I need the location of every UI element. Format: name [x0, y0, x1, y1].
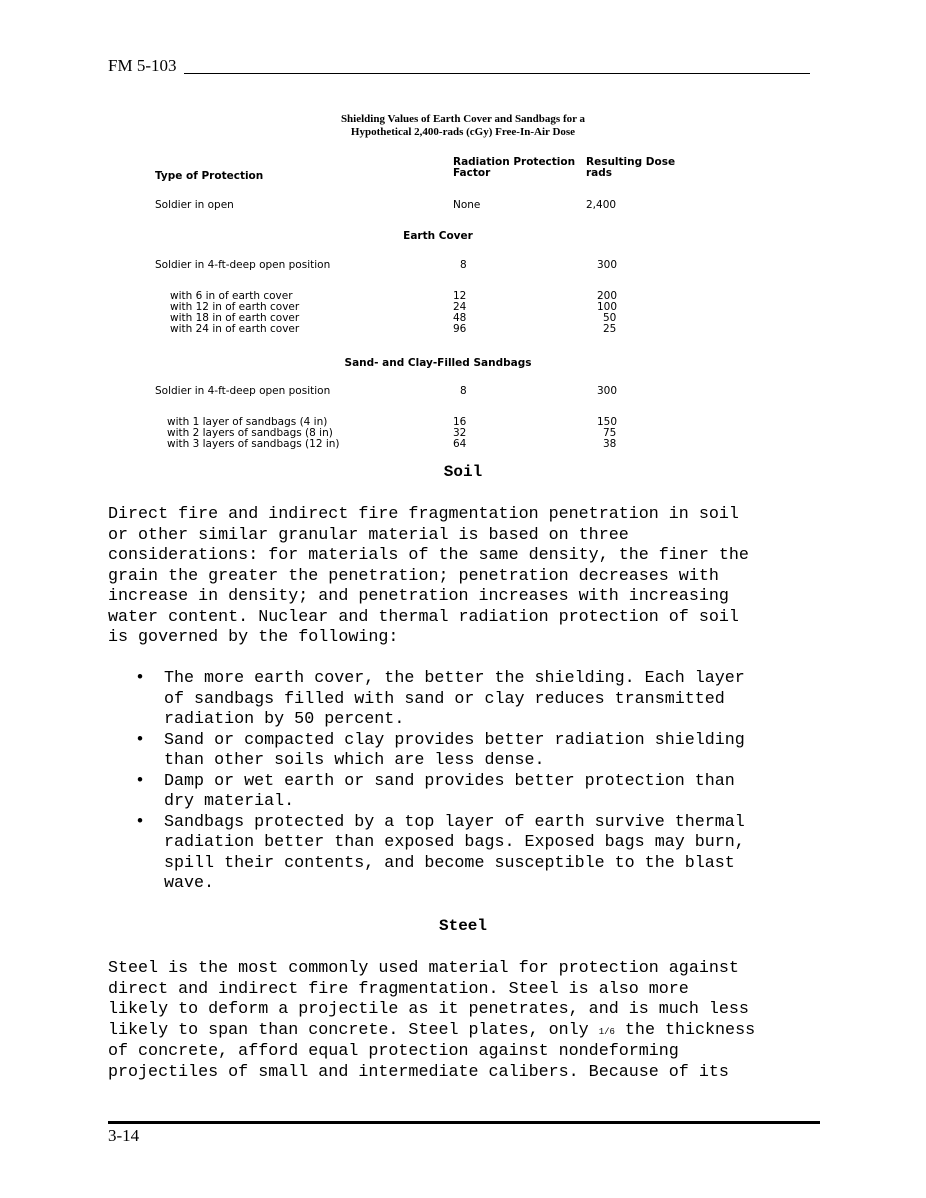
text-line: Steel is the most commonly used material for protection against: [108, 959, 739, 978]
row-dose: 300: [597, 259, 618, 271]
row-type: Soldier in open: [155, 199, 234, 211]
text-line: dry material.: [164, 792, 295, 811]
row-type: with 12 in of earth cover: [170, 301, 300, 313]
text-line: Sandbags protected by a top layer of earth survive thermal: [164, 812, 745, 832]
text-line: projectiles of small and intermediate calibers. Because of its: [108, 1062, 729, 1082]
bullet-icon: •: [135, 730, 146, 750]
col-header-type: Type of Protection: [155, 170, 264, 182]
text-line: or other similar granular material is based on three: [108, 525, 629, 545]
fraction-one-sixth: 1/6: [598, 1026, 615, 1037]
table-title: [0, 113, 926, 139]
text-fragment: the thickness: [614, 1020, 756, 1040]
row-factor: 12: [453, 290, 467, 302]
section-title-sandbags: Sand- and Clay-Filled Sandbags: [344, 357, 532, 369]
soil-bullet-list: [135, 669, 825, 895]
row-dose: 2,400: [586, 199, 617, 211]
row-type: Soldier in 4-ft-deep open position: [155, 385, 331, 397]
row-factor: 8: [460, 259, 467, 271]
row-dose: 100: [597, 301, 618, 313]
col-header-factor-sub: Factor: [453, 167, 491, 179]
text-line: Direct fire and indirect fire fragmentation penetration in soil: [108, 505, 739, 524]
header-rule: [184, 73, 810, 74]
page-number: 3-14: [108, 1126, 140, 1145]
section-title-earth-cover: Earth Cover: [403, 230, 473, 242]
text-line: Sand or compacted clay provides better radiation shielding: [164, 730, 745, 750]
list-item: [135, 731, 825, 772]
table-title-line: Hypothetical 2,400-rads (cGy) Free-In-Air Dose: [350, 126, 576, 138]
bullet-icon: •: [135, 812, 146, 832]
row-factor: 48: [453, 312, 467, 324]
table-title-line: Shielding Values of Earth Cover and Sandbags for a: [340, 113, 586, 125]
text-line: grain the greater the penetration; penetration decreases with: [108, 566, 719, 586]
row-type: with 3 layers of sandbags (12 in): [167, 438, 340, 450]
col-header-dose: Resulting Dose: [586, 156, 676, 168]
row-factor: 96: [453, 323, 467, 335]
text-line: of sandbags filled with sand or clay reduces transmitted: [164, 689, 725, 709]
bullet-icon: •: [135, 669, 146, 688]
text-fragment: likely to span than concrete. Steel plates, only: [108, 1020, 599, 1040]
bullet-icon: •: [135, 771, 146, 791]
list-item: [135, 772, 825, 813]
text-line: spill their contents, and become susceptible to the blast: [164, 853, 735, 873]
row-type: Soldier in 4-ft-deep open position: [155, 259, 331, 271]
row-factor: None: [453, 199, 481, 211]
row-dose: 25: [603, 323, 617, 335]
footer-rule: [108, 1121, 820, 1124]
steel-paragraph: [108, 959, 820, 1083]
row-type: with 1 layer of sandbags (4 in): [167, 416, 328, 428]
text-line: Damp or wet earth or sand provides better protection than: [164, 771, 735, 791]
text-line: likely to deform a projectile as it penetrates, and is much less: [108, 1000, 749, 1019]
row-factor: 32: [453, 427, 467, 439]
text-line: wave.: [164, 874, 215, 893]
text-line: than other soils which are less dense.: [164, 751, 545, 770]
text-line: radiation better than exposed bags. Exposed bags may burn,: [164, 833, 745, 852]
row-type: with 2 layers of sandbags (8 in): [167, 427, 333, 439]
row-type: with 24 in of earth cover: [170, 323, 300, 335]
col-header-dose-sub: rads: [586, 167, 613, 179]
text-line: radiation by 50 percent.: [164, 710, 405, 729]
row-type: with 6 in of earth cover: [170, 290, 293, 302]
soil-paragraph: [108, 505, 820, 649]
row-dose: 38: [603, 438, 617, 450]
text-line: direct and indirect fire fragmentation. Steel is also more: [108, 979, 689, 999]
list-item: [135, 669, 825, 731]
col-header-factor: Radiation Protection: [453, 156, 576, 168]
list-item: [135, 813, 825, 895]
page-header: [108, 56, 810, 76]
row-factor: 24: [453, 301, 467, 313]
section-heading-soil: Soil: [443, 463, 483, 481]
text-line: considerations: for materials of the same density, the finer the: [108, 546, 749, 565]
text-line: water content. Nuclear and thermal radiation protection of soil: [108, 607, 739, 627]
text-line: is governed by the following:: [108, 628, 399, 647]
text-line: increase in density; and penetration increases with increasing: [108, 587, 729, 606]
row-type: with 18 in of earth cover: [170, 312, 300, 324]
row-factor: 8: [460, 385, 467, 397]
row-dose: 300: [597, 385, 618, 397]
row-factor: 64: [453, 438, 467, 450]
row-dose: 150: [597, 416, 618, 428]
row-dose: 50: [603, 312, 617, 324]
row-dose: 200: [597, 290, 618, 302]
text-line: [108, 1021, 820, 1043]
row-dose: 75: [603, 427, 617, 439]
row-factor: 16: [453, 416, 467, 428]
text-line: of concrete, afford equal protection against nondeforming: [108, 1042, 679, 1061]
section-heading-steel: Steel: [438, 917, 487, 935]
text-line: The more earth cover, the better the shielding. Each layer: [164, 669, 745, 688]
document-id: FM 5-103: [108, 56, 177, 75]
